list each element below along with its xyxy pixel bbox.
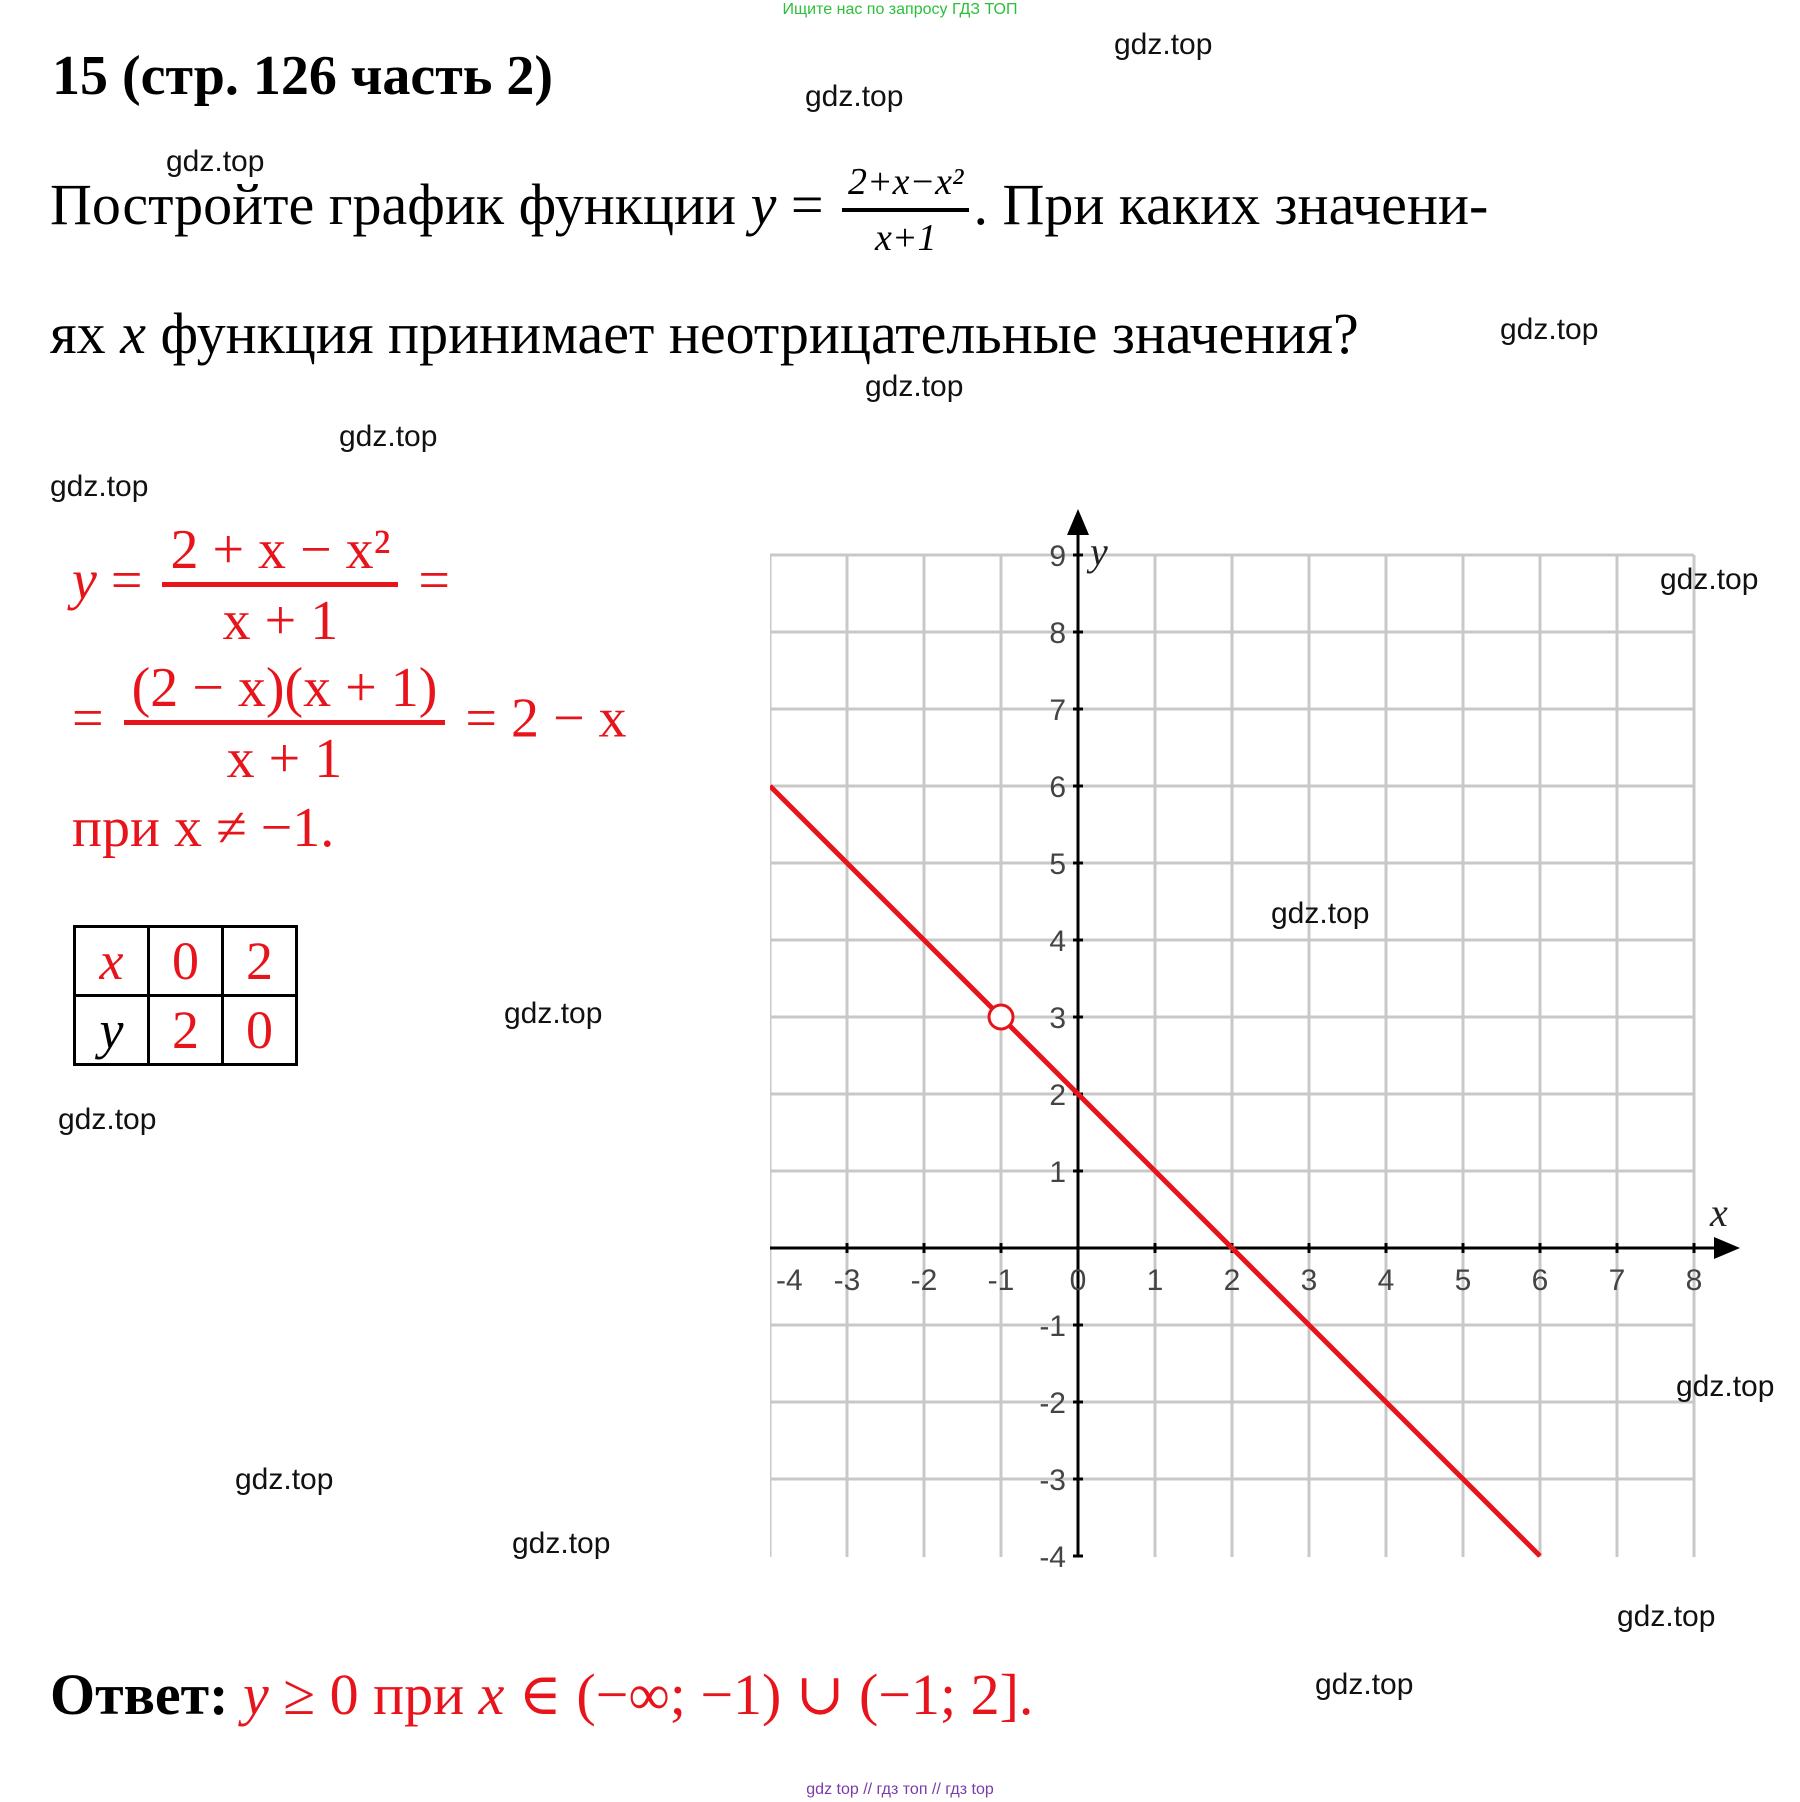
x-tick-label: 7 — [1608, 1264, 1626, 1297]
solution-eq-2: = — [418, 549, 450, 612]
fraction-1-numerator: 2 + x − x² — [162, 522, 398, 587]
y-tick-label: -3 — [1039, 1464, 1066, 1497]
answer-interval: ∈ (−∞; −1) ∪ (−1; 2]. — [504, 1662, 1034, 1727]
watermark: gdz.top — [1676, 1370, 1775, 1403]
y-tick-label: 7 — [1049, 694, 1066, 727]
watermark: gdz.top — [512, 1527, 611, 1560]
table-row — [75, 927, 297, 996]
answer-y-var: y — [242, 1662, 269, 1727]
solution-line-2 — [72, 657, 627, 790]
x-tick-label: 2 — [1223, 1264, 1241, 1297]
task-line-1 — [50, 160, 1488, 261]
watermark: gdz.top — [50, 470, 149, 503]
task-fraction — [842, 160, 969, 261]
watermark: gdz.top — [339, 420, 438, 453]
y-axis-arrow — [1067, 509, 1089, 535]
x-tick-label: 6 — [1531, 1264, 1549, 1297]
watermark: gdz.top — [805, 80, 904, 113]
watermark: gdz.top — [1660, 563, 1759, 596]
watermark: gdz.top — [1500, 313, 1599, 346]
watermark: gdz.top — [58, 1103, 157, 1136]
solution-condition: при x ≠ −1. — [72, 797, 335, 859]
task-y-var: y — [750, 171, 777, 237]
solution-result: = 2 − x — [465, 687, 627, 750]
function-graph — [770, 500, 1770, 1570]
y-tick-label: 5 — [1049, 848, 1066, 881]
y-tick-label: 1 — [1049, 1156, 1066, 1189]
x-tick-label: -2 — [910, 1264, 938, 1297]
task-text-start: Постройте график функции — [50, 171, 751, 237]
exercise-title: 15 (стр. 126 часть 2) — [52, 45, 554, 107]
y-tick-label: 4 — [1049, 925, 1066, 958]
x-tick-label: -1 — [987, 1264, 1015, 1297]
x-axis-arrow — [1714, 1237, 1740, 1259]
task-x-var: x — [120, 301, 146, 366]
solution-fraction-2 — [124, 657, 446, 790]
x-tick-label: 1 — [1146, 1264, 1164, 1297]
x-tick-label: -4 — [776, 1264, 803, 1297]
watermark: gdz.top — [1271, 897, 1370, 930]
watermark: gdz.top — [166, 145, 265, 178]
y-tick-label: 8 — [1049, 617, 1066, 650]
task-line2-start: ях — [50, 301, 121, 366]
x-axis-label: x — [1710, 1190, 1728, 1235]
y-tick-label: 9 — [1049, 540, 1066, 573]
solution-y: y — [72, 549, 97, 612]
top-banner: Ищите нас по запросу ГДЗ ТОП — [782, 1, 1018, 18]
solution-line-1 — [72, 519, 450, 652]
solution-eq-3: = — [72, 687, 104, 750]
answer-line — [50, 1660, 1033, 1728]
watermark: gdz.top — [235, 1463, 334, 1496]
solution-eq-1: = — [110, 549, 143, 612]
task-equals: = — [776, 171, 839, 237]
y-tick-label: -2 — [1039, 1387, 1066, 1420]
solution-fraction-1 — [162, 519, 398, 652]
x-tick-label: 5 — [1454, 1264, 1472, 1297]
task-line-2 — [50, 300, 1359, 367]
table-cell: 2 — [223, 927, 297, 996]
watermark: gdz.top — [1315, 1668, 1414, 1701]
table-cell: 0 — [149, 927, 223, 996]
x-tick-label: 4 — [1377, 1264, 1395, 1297]
y-tick-label: 6 — [1049, 771, 1066, 804]
y-tick-label: -4 — [1039, 1541, 1066, 1570]
y-tick-label: -1 — [1039, 1310, 1066, 1343]
task-text-end: . При каких значени- — [973, 171, 1489, 237]
task-denominator: x+1 — [874, 216, 937, 259]
task-numerator: 2+x−x² — [842, 160, 969, 212]
fraction-1-denominator: x + 1 — [222, 590, 339, 652]
y-tick-label: 3 — [1049, 1002, 1066, 1035]
hollow-point — [989, 1005, 1013, 1029]
watermark: gdz.top — [504, 997, 603, 1030]
watermark: gdz.top — [865, 370, 964, 403]
table-cell-x-label: x — [75, 927, 149, 996]
watermark: gdz.top — [1617, 1600, 1716, 1633]
x-tick-label: -3 — [833, 1264, 861, 1297]
x-tick-label: 8 — [1685, 1264, 1703, 1297]
fraction-2-numerator: (2 − x)(x + 1) — [124, 660, 446, 725]
table-cell: 0 — [223, 996, 297, 1065]
bottom-banner: gdz top // гдз топ // гдз top — [806, 1781, 994, 1798]
y-tick-label: 2 — [1049, 1079, 1066, 1112]
y-axis-label: y — [1090, 529, 1108, 574]
answer-condition: ≥ 0 при — [268, 1662, 479, 1727]
task-line2-end: функция принимает неотрицательные значения? — [145, 301, 1359, 366]
answer-label: Ответ: — [50, 1662, 229, 1727]
x-tick-label: 0 — [1069, 1264, 1087, 1297]
watermark: gdz.top — [1114, 28, 1213, 61]
table-row — [75, 996, 297, 1065]
value-table — [73, 925, 298, 1066]
fraction-2-denominator: x + 1 — [226, 728, 343, 790]
table-cell-y-label: y — [75, 996, 149, 1065]
answer-x-var: x — [478, 1662, 505, 1727]
table-cell: 2 — [149, 996, 223, 1065]
x-tick-label: 3 — [1300, 1264, 1318, 1297]
